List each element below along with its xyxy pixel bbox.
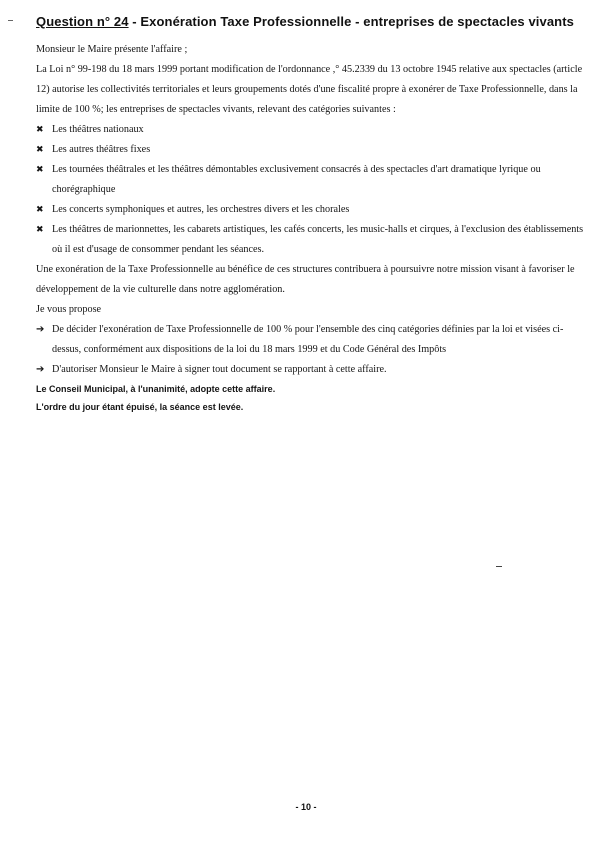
scan-speck <box>496 566 502 567</box>
page-number: - 10 - <box>295 802 317 812</box>
document-body <box>36 40 584 416</box>
scan-mark <box>8 20 13 21</box>
right-arrow-icon: ➔ <box>36 324 45 335</box>
list-item: ✖ Les concerts symphoniques et autres, les orchestres divers et les chorales <box>36 200 584 220</box>
question-heading <box>36 14 574 30</box>
closing-statement: L'ordre du jour étant épuisé, la séance est levée. <box>36 402 244 412</box>
question-number: Question n° 24 <box>36 14 129 29</box>
outcome-paragraph: Une exonération de la Taxe Professionnelle au bénéfice de ces structures contribuera à poursuivre notre mission visant à favoriser le développement de la vie culturelle dans notre agglomération. <box>36 264 575 295</box>
list-item: ✖ Les théâtres nationaux <box>36 120 584 140</box>
propose-line: Je vous propose <box>36 304 102 315</box>
list-item: ✖ Les tournées théâtrales et les théâtres démontables exclusivement consacrés à des spectacles d'art dramatique lyrique ou chorégraphique <box>36 160 584 200</box>
x-bullet-icon: ✖ <box>36 205 44 215</box>
law-paragraph: La Loi n° 99-198 du 18 mars 1999 portant modification de l'ordonnance ,° 45.2339 du 13 octobre 1945 relative aux spectacles (article 12) autorise les collectivités territoriales et leurs groupements dotés d'une fiscalité propre à exonérer de Taxe Professionnelle, dans la limite de 100 %; les entreprises de spectacles vivants, relevant des catégories suivantes : <box>36 64 583 115</box>
list-item: ✖ Les théâtres de marionnettes, les cabarets artistiques, les cafés concerts, les music-halls et cirques, à l'exclusion des établissements où il est d'usage de consommer pendant les séances. <box>36 220 584 260</box>
x-bullet-icon: ✖ <box>36 125 44 135</box>
x-bullet-icon: ✖ <box>36 145 44 155</box>
list-item: ✖ Les autres théâtres fixes <box>36 140 584 160</box>
proposals-list <box>36 320 584 380</box>
question-title: - Exonération Taxe Professionnelle - entreprises de spectacles vivants <box>128 14 574 29</box>
list-item: ➔ De décider l'exonération de Taxe Professionnelle de 100 % pour l'ensemble des cinq catégories définies par la loi et visées ci-dessus, conformément aux dispositions de la loi du 18 mars 1999 et du Code Général des Impôts <box>36 320 584 360</box>
x-bullet-icon: ✖ <box>36 165 44 175</box>
intro-line: Monsieur le Maire présente l'affaire ; <box>36 44 188 55</box>
right-arrow-icon: ➔ <box>36 364 45 375</box>
council-decision: Le Conseil Municipal, à l'unanimité, adopte cette affaire. <box>36 384 276 394</box>
x-bullet-icon: ✖ <box>36 225 44 235</box>
list-item: ➔ D'autoriser Monsieur le Maire à signer tout document se rapportant à cette affaire. <box>36 360 584 380</box>
categories-list <box>36 120 584 260</box>
